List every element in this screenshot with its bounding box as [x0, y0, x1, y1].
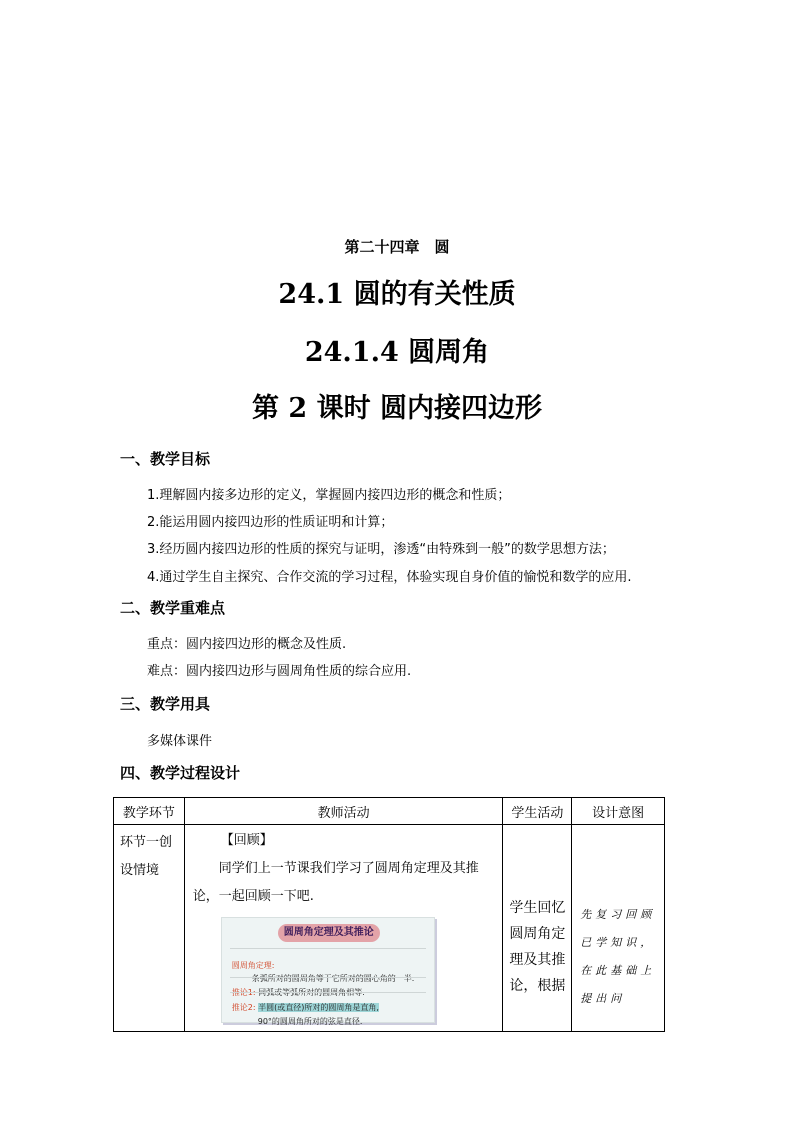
tools-heading: 三、教学用具 — [120, 695, 211, 713]
chapter-title: 第二十四章 圆 — [344, 238, 450, 256]
stage-cell: 环节一创设情境 — [120, 835, 173, 878]
objective-item: 2.能运用圆内接四边形的性质证明和计算； — [147, 515, 394, 530]
objective-item: 3.经历圆内接四边形的性质的探究与证明，渗透“由特殊到一般”的数学思想方法； — [147, 542, 615, 557]
section-title: 24.1 圆的有关性质 — [278, 279, 516, 310]
divider — [230, 948, 426, 949]
keypoints-heading: 二、教学重难点 — [120, 599, 226, 617]
slide-c2b: 90°的圆周角所对的弦是直径. — [257, 1017, 363, 1026]
col-header: 设计意图 — [572, 798, 665, 825]
objective-item: 1.理解圆内接多边形的定义，掌握圆内接四边形的概念和性质； — [147, 488, 511, 503]
divider — [230, 977, 426, 978]
process-heading: 四、教学过程设计 — [120, 764, 241, 782]
slide-c1-label: 推论1: — [231, 988, 256, 997]
slide-theorem: 一条弧所对的圆周角等于它所对的圆心角的一半. — [243, 974, 415, 983]
divider — [230, 992, 426, 993]
slide-c1: 同弧或等弧所对的圆周角相等. — [258, 988, 365, 997]
student-cell: 学生回忆圆周角定理及其推论，根据 — [509, 900, 566, 994]
slide-c2-label: 推论2: — [231, 1003, 256, 1012]
col-header: 学生活动 — [503, 798, 572, 825]
objectives-heading: 一、教学目标 — [120, 450, 211, 468]
slide-title: 圆周角定理及其推论 — [278, 924, 380, 942]
col-header: 教师活动 — [184, 798, 503, 825]
slide-c2: 半圆(或直径)所对的圆周角是直角, — [258, 1003, 379, 1012]
difficulty-text: 难点：圆内接四边形与圆周角性质的综合应用. — [147, 664, 412, 679]
focus-text: 重点：圆内接四边形的概念及性质. — [147, 637, 347, 652]
subsection-title: 24.1.4 圆周角 — [304, 337, 490, 368]
intent-cell: 先复习回顾已学知识，在此基础上提出问 — [580, 908, 656, 1005]
theorem-slide-image — [221, 917, 435, 1026]
process-table — [113, 797, 665, 1032]
slide-theorem-label: 圆周角定理: — [231, 961, 275, 970]
table-row — [114, 825, 665, 1032]
objective-item: 4.通过学生自主探究、合作交流的学习过程，体验实现自身价值的愉悦和数学的应用. — [147, 570, 632, 585]
table-header-row — [114, 798, 665, 825]
tools-text: 多媒体课件 — [147, 734, 213, 749]
lesson-title: 第 2 课时 圆内接四边形 — [252, 393, 542, 424]
teacher-text: 同学们上一节课我们学习了圆周角定理及其推论，一起回顾一下吧. — [192, 861, 479, 904]
review-tag: 【回顾】 — [220, 833, 273, 848]
col-header: 教学环节 — [114, 798, 185, 825]
teacher-cell — [185, 825, 503, 1026]
